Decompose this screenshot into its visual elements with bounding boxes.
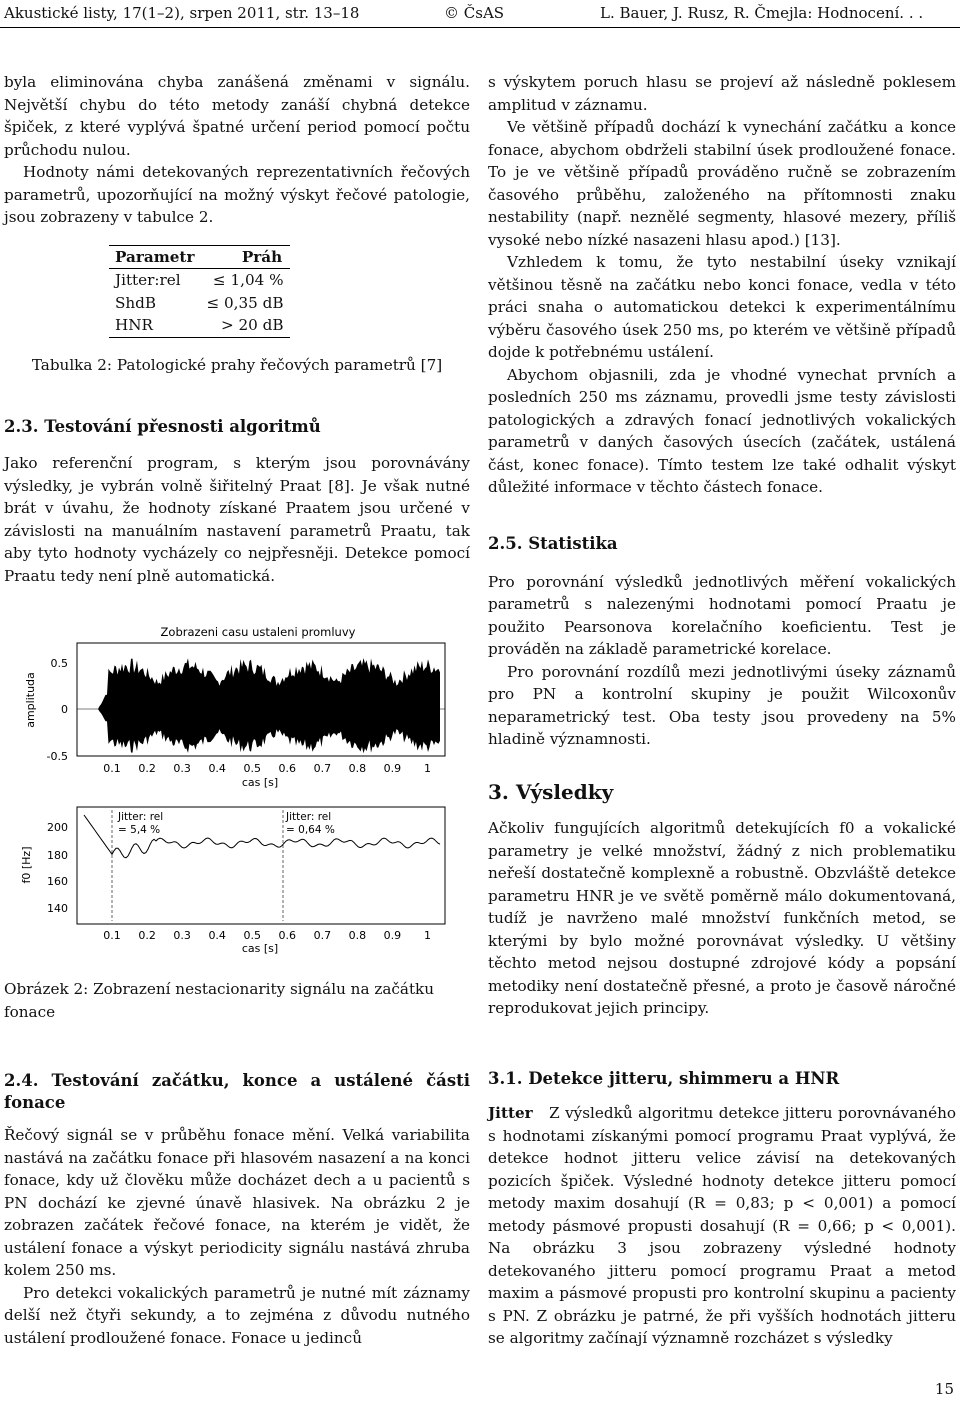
threshold-table (109, 245, 290, 338)
header-authors: L. Bauer, J. Rusz, R. Čmejla: Hodnocení. . . (600, 4, 924, 22)
paragraph: Řečový signál se v průběhu fonace mění. Velká variabilita nastává na začátku fonace při hlasovém nasazení a na konci fonace, kdy už člověku může docházet dech a u pacientů s PN dochází ke zjevné únavě hlasivek. Na obrázku 2 je zobrazen začátek řečové fonace, na kterém je vidět, že ustálení fonace a výskyt periodicity signálu nastává zhruba kolem 250 ms. (4, 1126, 470, 1279)
y-axis-label: amplituda (24, 672, 37, 728)
right-column-bottom (488, 1068, 956, 1350)
tick-label: 0.3 (173, 762, 191, 775)
annotation: = 0,64 % (286, 824, 335, 836)
table-row (109, 292, 290, 315)
annotation: = 5,4 % (118, 824, 161, 836)
tick-label: 0.8 (348, 929, 367, 942)
paragraph: Ačkoliv fungujících algoritmů detekujících f0 a vokalické parametry je velké množství, žádný z nich problematiku neřeší dostatečně komplexně a robustně. Obzvláště detekce parametru HNR je ve světě poměrně málo dokumentovaná, tudíž je navrženo malé množství funkčních metod, se kterými by bylo možné porovnávat výsledky. U většiny těchto metod nejsou dostupné zdrojové kódy a popsání metodiky není dostatečně přesné, a proto je časově náročné reprodukovat jejich principy. (488, 819, 956, 1017)
paragraph: Abychom objasnili, zda je vhodné vynechat prvních a posledních 250 ms záznamu, provedli jsme testy závislosti patologických a zdravých fonací jednotlivých vokalických parametrů v daných časových úsecích (začátek, ustálená část, konec fonace). Tímto testem lze také odhalit výskyt důležité informace v těchto částech fonace. (488, 365, 956, 496)
right-column-top (488, 71, 956, 1020)
tick-label: 0.2 (138, 929, 156, 942)
f0-plot (20, 807, 445, 955)
tick-label: 1 (423, 762, 431, 775)
left-column-top (4, 71, 470, 587)
figure-2 (0, 615, 470, 975)
annotation: Jitter: rel (286, 811, 332, 823)
tick-label: 0.7 (313, 929, 332, 942)
tick-label: 0.6 (278, 929, 297, 942)
section-heading: 2.5. Statistika (488, 533, 618, 553)
paragraph: byla eliminována chyba zanášená změnami v signálu. Největší chybu do této metody zanáší chybná detekce špiček, z které vyplývá špatné určení period pomocí počtu průchodu nulou. (4, 73, 470, 159)
paragraph: Ve většině případů dochází k vynechání začátku a konce fonace, abychom obdrželi stabilní úsek prodloužené fonace. To je ve většině případů prováděno ručně se zobrazením časového průběhu, založeného na přítomnosti znaku nestability (např. neznělé segmenty, hlasové mezery, příliš vysoké nebo nízké nasazeni hlasu apod.) [13]. (488, 118, 956, 249)
tick-label: 0.1 (103, 929, 121, 942)
figure-title: Zobrazeni casu ustaleni promluvy (160, 625, 356, 639)
figure-caption: Obrázek 2: Zobrazení nestacionarity signálu na začátku fonace (4, 980, 435, 1021)
tick-label: 0.2 (138, 762, 156, 775)
x-axis-label: cas [s] (241, 942, 279, 955)
table-cell: ≤ 0,35 dB (206, 293, 284, 312)
table-header-param: Parametr (109, 245, 200, 269)
section-heading: 3. Výsledky (488, 779, 614, 804)
header-rule (0, 27, 960, 28)
tick-label: 0.6 (278, 762, 297, 775)
annotation: Jitter: rel (118, 811, 164, 823)
paragraph: Hodnoty námi detekovaných reprezentativních řečových parametrů, upozorňující na možný výskyt řečové patologie, jsou zobrazeny v tabulce 2. (4, 163, 470, 226)
tick-label: 0.9 (383, 762, 402, 775)
tick-label: 1 (423, 929, 431, 942)
paragraph: Pro porovnání rozdílů mezi jednotlivými úseky záznamů pro PN a kontrolní skupiny je použit Wilcoxonův neparametrický test. Oba testy jsou provedeny na 5% hladině významnosti. (488, 662, 956, 748)
tick-label: 0.4 (208, 929, 226, 942)
paragraph: Z výsledků algoritmu detekce jitteru porovnávaného s hodnotami získanými pomocí programu Praat vyplývá, že detekce hodnot jitteru velice závisí na detekovaných pozicích špiček. Výsledné hodnoty detekce jitteru pomocí metody maxim dosahují (R = 0,83; p < 0,001) a pomocí metody pásmové propusti dosahují (R = 0,66; p < 0,001). Na obrázku 3 jsou zobrazeny výsledné hodnoty detekovaného jitteru pomocí programu Praat a metod maxim a pásmové propusti pro kontrolní skupinu a pacienty s PN. Z obrázku je patrné, že při vyšších hodnotách jitteru se algoritmy začínají významně rozcházet s výsledky (488, 1104, 956, 1347)
table-cell: ShdB (115, 293, 157, 312)
table-cell: ≤ 1,04 % (212, 271, 284, 289)
left-column-bottom (4, 1070, 470, 1349)
figure-caption-block (4, 978, 470, 1023)
waveform (98, 658, 440, 753)
tick-label: 180 (47, 849, 68, 862)
tick-label: 0.1 (103, 762, 121, 775)
header-journal: Akustické listy, 17(1–2), srpen 2011, str. 13–18 (4, 4, 360, 22)
tick-label: 0.9 (383, 929, 402, 942)
section-heading: 3.1. Detekce jitteru, shimmeru a HNR (488, 1069, 840, 1088)
tick-label: 0.5 (243, 762, 261, 775)
table-caption: Tabulka 2: Patologické prahy řečových parametrů [7] (31, 355, 443, 374)
table-header-threshold: Práh (200, 245, 289, 269)
tick-label: 0.3 (173, 929, 191, 942)
tick-label: 0.5 (50, 657, 68, 670)
tick-label: 0.4 (208, 762, 226, 775)
page-number: 15 (934, 1380, 954, 1398)
table-cell: HNR (109, 314, 200, 337)
section-heading: 2.3. Testování přesnosti algoritmů (4, 417, 321, 436)
tick-label: 0.5 (243, 929, 261, 942)
paragraph: Vzhledem k tomu, že tyto nestabilní úseky vznikají většinou těsně na začátku nebo konci fonace, vedla v této práci snaha o automatickou detekci k experimentálnímu výběru časového úsek 250 ms, po kterém ve většině případů dojde k potřebnému ustálení. (488, 253, 956, 361)
run-in-heading: Jitter (488, 1104, 533, 1122)
running-header (4, 4, 956, 24)
tick-label: 160 (47, 875, 68, 888)
table-cell: > 20 dB (200, 314, 289, 337)
tick-label: 0.8 (348, 762, 367, 775)
header-copyright: © ČsAS (444, 4, 505, 22)
table-row (109, 269, 290, 292)
tick-label: -0.5 (46, 750, 68, 763)
paragraph: Pro porovnání výsledků jednotlivých měření vokalických parametrů s nalezenými hodnotami pomocí Praatu je použito Pearsonova korelačního koeficientu. Test je prováděn na základě parametrické korelace. (488, 572, 956, 658)
x-axis-label: cas [s] (241, 776, 279, 789)
amplitude-plot (24, 643, 445, 789)
paragraph: s výskytem poruch hlasu se projeví až následně poklesem amplitud v záznamu. (488, 73, 956, 114)
y-axis-label: f0 [Hz] (20, 846, 33, 884)
tick-label: 200 (47, 821, 68, 834)
table-row (109, 314, 290, 337)
tick-label: 140 (47, 902, 68, 915)
tick-label: 0 (61, 703, 68, 716)
paragraph: Jako referenční program, s kterým jsou porovnávány výsledky, je vybrán volně šiřitelný Praat [8]. Je však nutné brát v úvahu, že hodnoty získané Praatem jsou určené v závislosti na manuálním nastavení parametrů Praatu, tak aby tyto hodnoty vycházely co nejpřesněji. Detekce pomocí Praatu tedy není plně automatická. (4, 454, 470, 585)
section-heading: 2.4. Testování začátku, konce a ustálené části fonace (4, 1071, 470, 1112)
tick-label: 0.7 (313, 762, 332, 775)
paragraph: Pro detekci vokalických parametrů je nutné mít záznamy delší než čtyři sekundy, a to zejména z důvodu nutného ustálení prodloužené fonace. Fonace u jedinců (4, 1283, 470, 1347)
table-cell: Jitter:rel (115, 271, 181, 289)
